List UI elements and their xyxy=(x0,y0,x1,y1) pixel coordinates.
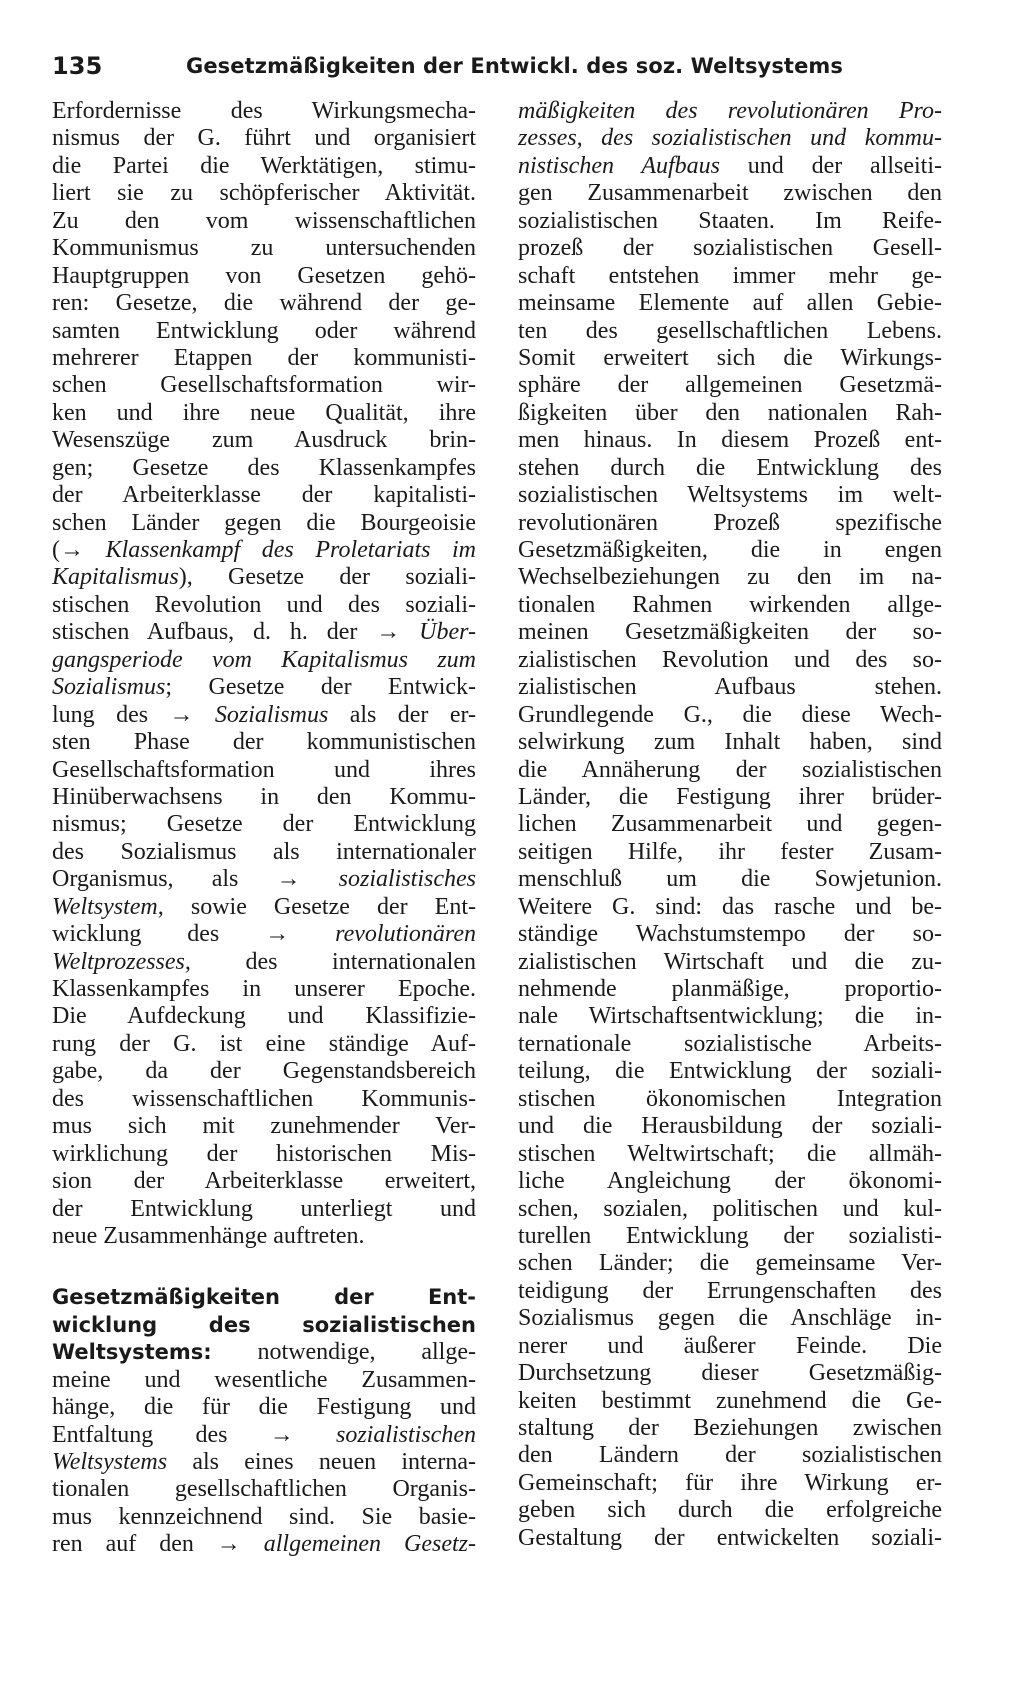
text-segment: schen Länder gegen die Bourgeoisie xyxy=(52,509,476,536)
text-segment: stischen Weltwirtschaft; die allmäh- xyxy=(518,1140,942,1167)
text-line xyxy=(52,674,476,701)
text-segment: den Ländern der sozialistischen xyxy=(518,1442,942,1469)
text-segment: selwirkung zum Inhalt haben, sind xyxy=(518,729,942,756)
cross-reference: Sozialismus xyxy=(214,701,329,728)
text-segment: notwendige, allge- xyxy=(211,1339,476,1366)
text-line xyxy=(518,125,942,152)
text-segment: gen Zusammenarbeit zwischen den xyxy=(518,180,942,207)
text-segment: wirklichung der historischen Mis- xyxy=(52,1140,476,1167)
right-column xyxy=(518,98,942,1552)
text-line xyxy=(518,98,942,125)
text-line xyxy=(518,811,942,838)
text-line xyxy=(518,1031,942,1058)
text-line xyxy=(52,1031,476,1058)
text-segment: wicklung des → xyxy=(52,921,336,948)
text-segment: ternationale sozialistische Arbeits- xyxy=(518,1030,942,1057)
text-segment: Hinüberwachsens in den Kommu- xyxy=(52,783,476,810)
text-segment: sphäre der allgemeinen Gesetzmä- xyxy=(518,372,942,399)
text-segment: schaft entstehen immer mehr ge- xyxy=(518,262,942,289)
text-segment: (→ xyxy=(52,537,106,563)
text-line xyxy=(52,839,476,866)
text-segment: teilung, die Entwicklung der soziali- xyxy=(518,1058,942,1085)
text-line xyxy=(52,427,476,454)
text-segment: staltung der Beziehungen zwischen xyxy=(518,1415,942,1441)
entry-headword: wicklung des sozialistischen xyxy=(52,1312,476,1337)
text-segment: nale Wirtschaftsentwicklung; die in- xyxy=(518,1003,942,1030)
text-line xyxy=(52,482,476,509)
text-line xyxy=(518,976,942,1003)
text-line xyxy=(518,1058,942,1085)
text-segment: keiten bestimmt zunehmend die Ge- xyxy=(518,1387,942,1414)
text-segment: Durchsetzung dieser Gesetzmäßig- xyxy=(518,1360,942,1387)
text-line xyxy=(52,510,476,537)
text-segment: sozialistischen Weltsystems im welt- xyxy=(518,482,942,509)
text-segment: ten des gesellschaftlichen Lebens. xyxy=(518,317,942,344)
text-segment: seitigen Hilfe, ihr fester Zusam- xyxy=(518,838,942,865)
text-segment: nerer und äußerer Feinde. Die xyxy=(518,1332,942,1359)
text-line xyxy=(52,949,476,976)
text-segment: nismus der G. führt und organisiert xyxy=(52,125,476,152)
text-segment: liche Angleichung der ökonomi- xyxy=(518,1168,942,1195)
text-segment: als der er- xyxy=(328,701,476,728)
text-line xyxy=(518,290,942,317)
text-line xyxy=(518,1141,942,1168)
text-line xyxy=(518,784,942,811)
text-segment: lichen Zusammenarbeit und gegen- xyxy=(518,811,942,838)
text-segment: revolutionären Prozeß spezifische xyxy=(518,509,942,536)
text-segment: sowie Gesetze der Ent- xyxy=(163,893,476,920)
left-column xyxy=(52,98,476,1559)
text-line xyxy=(52,1367,476,1394)
cross-reference: Weltsystem, xyxy=(52,893,164,920)
text-line xyxy=(52,1394,476,1421)
text-line xyxy=(518,235,942,262)
text-segment: Wechselbeziehungen zu den im na- xyxy=(518,564,942,591)
text-segment: Gesetzmäßigkeiten, die in engen xyxy=(518,537,942,563)
text-line xyxy=(518,647,942,674)
text-segment: zialistischen Aufbaus stehen. xyxy=(518,674,942,701)
text-segment: ren auf den → xyxy=(52,1531,264,1558)
text-line xyxy=(52,1058,476,1085)
text-segment: Gemeinschaft; für ihre Wirkung er- xyxy=(518,1469,942,1496)
text-segment: turellen Entwicklung der sozialisti- xyxy=(518,1222,942,1249)
text-segment: stischen Revolution und des soziali- xyxy=(52,591,476,618)
text-segment: Grundlegende G., die diese Wech- xyxy=(518,701,942,728)
text-segment: als eines neuen interna- xyxy=(167,1449,476,1475)
text-line xyxy=(518,1333,942,1360)
text-segment: meine und wesentliche Zusammen- xyxy=(52,1366,476,1393)
text-line xyxy=(518,153,942,180)
running-title: Gesetzmäßigkeiten der Entwickl. des soz. Weltsystems xyxy=(186,54,843,78)
text-line xyxy=(52,208,476,235)
text-segment: Zu den vom wissenschaftlichen xyxy=(52,207,476,234)
text-segment: sten Phase der kommunistischen xyxy=(52,729,476,756)
text-line xyxy=(518,1470,942,1497)
text-segment: Hauptgruppen von Gesetzen gehö- xyxy=(52,262,476,289)
text-segment: Weitere G. sind: das rasche und be- xyxy=(518,893,942,920)
text-line xyxy=(518,866,942,893)
text-line xyxy=(52,729,476,756)
text-segment: Länder, die Festigung ihrer brüder- xyxy=(518,783,942,810)
text-segment: menschluß um die Sowjetunion. xyxy=(518,866,942,893)
cross-reference: sozialistischen xyxy=(335,1421,476,1448)
text-segment: Gestaltung der entwickelten soziali- xyxy=(518,1524,942,1551)
text-segment: stehen durch die Entwicklung des xyxy=(518,454,942,481)
text-segment: mus kennzeichnend sind. Sie basie- xyxy=(52,1503,476,1530)
text-line xyxy=(52,1284,476,1311)
text-segment: Erfordernisse des Wirkungsmecha- xyxy=(52,98,476,124)
text-segment: teidigung der Errungenschaften des xyxy=(518,1277,942,1304)
text-segment: liert sie zu schöpferischer Aktivität. xyxy=(52,180,476,207)
text-segment: lung des → xyxy=(52,701,215,728)
text-line xyxy=(518,1168,942,1195)
text-line xyxy=(518,427,942,454)
text-line xyxy=(52,1422,476,1449)
text-line xyxy=(518,921,942,948)
cross-reference: nistischen Aufbaus xyxy=(518,152,721,179)
page-header xyxy=(52,48,932,84)
text-segment: samten Entwicklung oder während xyxy=(52,317,476,344)
text-line xyxy=(518,729,942,756)
text-segment: schen Gesellschaftsformation wir- xyxy=(52,372,476,399)
text-line xyxy=(518,564,942,591)
text-line xyxy=(518,1360,942,1387)
text-line xyxy=(518,180,942,207)
text-segment: neue Zusammenhänge auftreten. xyxy=(52,1222,365,1249)
text-segment: schen Länder; die gemeinsame Ver- xyxy=(518,1250,942,1277)
text-segment: und die Herausbildung der soziali- xyxy=(518,1113,942,1140)
text-line xyxy=(518,702,942,729)
text-segment: tionalen Rahmen wirkenden allge- xyxy=(518,591,942,618)
text-segment: stischen ökonomischen Integration xyxy=(518,1085,942,1112)
text-line xyxy=(518,1497,942,1524)
text-line xyxy=(518,318,942,345)
cross-reference: mäßigkeiten des revolutionären Pro- xyxy=(518,98,942,124)
text-segment: ßigkeiten über den nationalen Rah- xyxy=(518,399,942,426)
text-line xyxy=(52,400,476,427)
text-line xyxy=(518,1250,942,1277)
text-line xyxy=(52,619,476,646)
cross-reference: allgemeinen Gesetz- xyxy=(263,1531,476,1558)
text-segment: Entfaltung des → xyxy=(52,1421,336,1448)
text-line xyxy=(518,208,942,235)
entry-headword: Gesetzmäßigkeiten der Ent- xyxy=(52,1285,476,1310)
text-segment: gen; Gesetze des Klassenkampfes xyxy=(52,454,476,481)
text-segment: ren: Gesetze, die während der ge- xyxy=(52,290,476,317)
text-line xyxy=(52,180,476,207)
text-line xyxy=(52,564,476,591)
text-segment: nehmende planmäßige, proportio- xyxy=(518,976,942,1002)
cross-reference: revolutionären xyxy=(335,921,476,948)
text-line xyxy=(518,949,942,976)
text-line xyxy=(518,1113,942,1140)
text-segment: und der allseiti- xyxy=(720,152,942,179)
text-segment: meinen Gesetzmäßigkeiten der so- xyxy=(518,619,942,646)
text-line xyxy=(52,592,476,619)
text-line xyxy=(518,1003,942,1030)
text-segment: nismus; Gesetze der Entwicklung xyxy=(52,811,476,838)
text-segment: rung der G. ist eine ständige Auf- xyxy=(52,1030,476,1057)
text-line xyxy=(518,592,942,619)
paragraph-gap xyxy=(52,1250,476,1284)
cross-reference: zesses, des sozialistischen und kommu- xyxy=(518,125,942,152)
text-line xyxy=(52,235,476,262)
text-line xyxy=(52,1223,476,1250)
page-number: 135 xyxy=(52,52,103,80)
text-segment: der Arbeiterklasse der kapitalisti- xyxy=(52,482,476,509)
text-line xyxy=(52,1312,476,1339)
text-line xyxy=(52,290,476,317)
text-line xyxy=(52,455,476,482)
text-segment: sozialistischen Staaten. Im Reife- xyxy=(518,207,942,234)
text-line xyxy=(52,702,476,729)
text-line xyxy=(518,1086,942,1113)
text-segment: des Sozialismus als internationaler xyxy=(52,838,476,865)
text-line xyxy=(52,784,476,811)
cross-reference: Weltprozesses, xyxy=(52,948,191,975)
text-segment: Klassenkampfes in unserer Epoche. xyxy=(52,976,476,1002)
text-segment: zialistischen Wirtschaft und die zu- xyxy=(518,948,942,975)
text-line xyxy=(518,345,942,372)
text-line xyxy=(518,1278,942,1305)
text-line xyxy=(518,674,942,701)
text-segment: men hinaus. In diesem Prozeß ent- xyxy=(518,427,942,454)
text-line xyxy=(518,757,942,784)
text-line xyxy=(518,1442,942,1469)
text-line xyxy=(518,894,942,921)
entry-headword: Weltsystems: xyxy=(52,1340,212,1365)
text-line xyxy=(518,1223,942,1250)
text-segment: Die Aufdeckung und Klassifizie- xyxy=(52,1003,476,1030)
cross-reference: sozialistisches xyxy=(338,866,476,893)
text-line xyxy=(52,866,476,893)
text-line xyxy=(52,647,476,674)
cross-reference: Weltsystems xyxy=(52,1449,168,1475)
text-segment: ), Gesetze der soziali- xyxy=(178,564,476,591)
text-segment: meinsame Elemente auf allen Gebie- xyxy=(518,290,942,317)
text-segment: gabe, da der Gegenstandsbereich xyxy=(52,1058,476,1085)
text-segment: mehrerer Etappen der kommunisti- xyxy=(52,344,476,371)
text-line xyxy=(518,1388,942,1415)
cross-reference: gangsperiode vom Kapitalismus zum xyxy=(52,646,476,673)
text-segment: zialistischen Revolution und des so- xyxy=(518,646,942,673)
text-segment: die Partei die Werktätigen, stimu- xyxy=(52,152,476,179)
text-line xyxy=(52,1339,476,1366)
text-line xyxy=(518,1525,942,1552)
text-line xyxy=(518,1196,942,1223)
text-line xyxy=(52,318,476,345)
text-line xyxy=(52,263,476,290)
text-segment: prozeß der sozialistischen Gesell- xyxy=(518,235,942,262)
text-segment: die Annäherung der sozialistischen xyxy=(518,756,942,783)
text-line xyxy=(52,372,476,399)
text-line xyxy=(52,921,476,948)
text-segment: ; Gesetze der Entwick- xyxy=(165,674,476,701)
text-segment: Somit erweitert sich die Wirkungs- xyxy=(518,344,942,371)
text-line xyxy=(52,894,476,921)
text-line xyxy=(52,1086,476,1113)
text-segment: sion der Arbeiterklasse erweitert, xyxy=(52,1168,476,1195)
text-line xyxy=(52,1504,476,1531)
text-line xyxy=(518,482,942,509)
text-segment: ständige Wachstumstempo der so- xyxy=(518,921,942,948)
text-line xyxy=(52,125,476,152)
text-line xyxy=(52,1476,476,1503)
text-segment: der Entwicklung unterliegt und xyxy=(52,1195,476,1222)
text-line xyxy=(52,345,476,372)
text-line xyxy=(52,1141,476,1168)
text-line xyxy=(518,537,942,564)
text-segment: Wesenszüge zum Ausdruck brin- xyxy=(52,427,476,454)
text-line xyxy=(52,1531,476,1558)
text-segment: mus sich mit zunehmender Ver- xyxy=(52,1113,476,1140)
text-line xyxy=(518,1415,942,1442)
text-line xyxy=(518,400,942,427)
text-line xyxy=(518,455,942,482)
text-line xyxy=(518,263,942,290)
text-line xyxy=(518,372,942,399)
text-line xyxy=(52,1003,476,1030)
text-line xyxy=(518,1305,942,1332)
text-segment: Kommunismus zu untersuchenden xyxy=(52,235,476,262)
text-segment: tionalen gesellschaftlichen Organis- xyxy=(52,1476,476,1503)
cross-reference: Sozialismus xyxy=(52,674,166,701)
text-line xyxy=(52,976,476,1003)
cross-reference: Über- xyxy=(419,619,476,646)
text-segment: hänge, die für die Festigung und xyxy=(52,1394,476,1421)
text-segment: Organismus, als → xyxy=(52,866,339,893)
text-line xyxy=(52,1449,476,1476)
text-line xyxy=(518,510,942,537)
text-line xyxy=(518,839,942,866)
text-line xyxy=(52,757,476,784)
cross-reference: Klassenkampf des Proletariats im xyxy=(105,537,477,563)
text-segment: des wissenschaftlichen Kommunis- xyxy=(52,1085,476,1112)
text-line xyxy=(52,1113,476,1140)
text-segment: Sozialismus gegen die Anschläge in- xyxy=(518,1305,942,1332)
text-line xyxy=(518,619,942,646)
text-line xyxy=(52,98,476,125)
text-segment: schen, sozialen, politischen und kul- xyxy=(518,1195,942,1222)
text-segment: stischen Aufbaus, d. h. der → xyxy=(52,619,420,646)
text-line xyxy=(52,153,476,180)
cross-reference: Kapitalismus xyxy=(52,564,179,591)
text-segment: ken und ihre neue Qualität, ihre xyxy=(52,399,476,426)
text-segment: des internationalen xyxy=(190,948,476,975)
text-line xyxy=(52,537,476,564)
text-line xyxy=(52,1196,476,1223)
text-line xyxy=(52,1168,476,1195)
text-segment: geben sich durch die erfolgreiche xyxy=(518,1497,942,1524)
text-segment: Gesellschaftsformation und ihres xyxy=(52,756,476,783)
text-line xyxy=(52,811,476,838)
